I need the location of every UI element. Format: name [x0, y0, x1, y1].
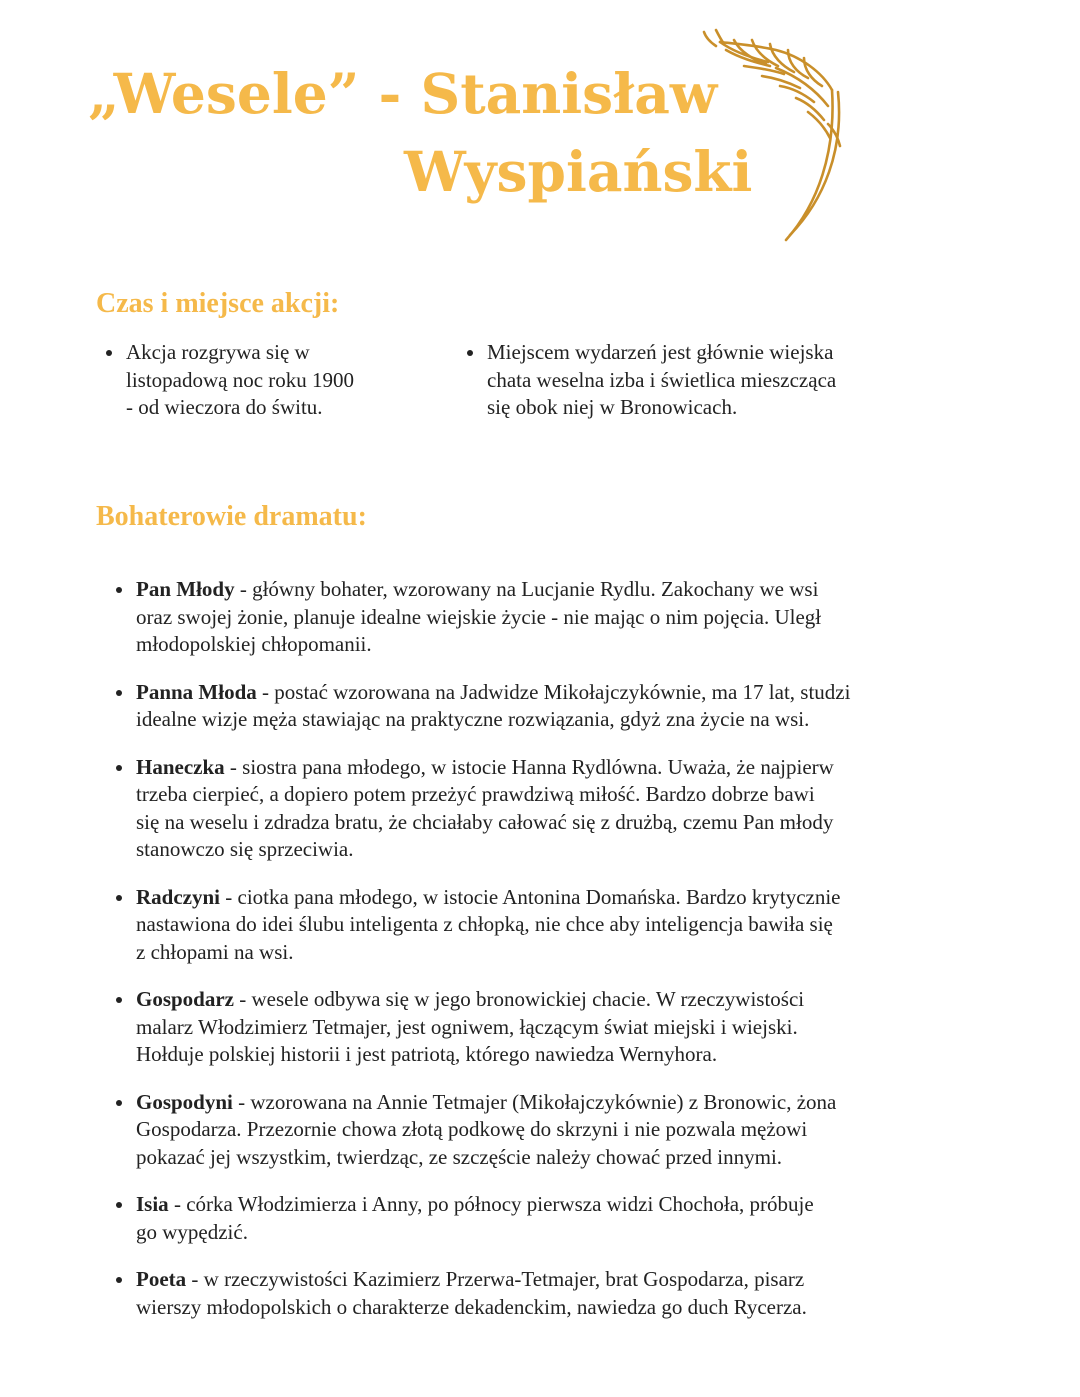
text-line — [136, 1191, 984, 1219]
character-item-pan-mlody — [114, 576, 984, 659]
character-item-gospodyni — [114, 1089, 984, 1172]
text-line: stanowczo się sprzeciwia. — [136, 837, 354, 861]
text-line: Hołduje polskiej historii i jest patriotą, którego nawiedza Wernyhora. — [136, 1042, 718, 1066]
character-name: Isia — [136, 1192, 169, 1216]
text-line: idealne wizje męża stawiając na praktyczne rozwiązania, gdyż zna życie na wsi. — [136, 707, 810, 731]
setting-time-list — [104, 339, 424, 422]
page-title-line-2: Wyspiański — [404, 139, 753, 204]
text-line: się obok niej w Bronowicach. — [487, 395, 738, 419]
text-line — [136, 576, 984, 604]
text-line — [136, 1266, 984, 1294]
separator: - — [234, 577, 253, 601]
characters-list — [114, 576, 984, 1341]
text-line: chata weselna izba i świetlica mieszcząca — [487, 367, 837, 392]
character-name: Pan Młody — [136, 577, 235, 601]
character-item-panna-mloda — [114, 679, 984, 734]
separator: - — [256, 679, 275, 704]
description-text: w rzeczywistości Kazimierz Przerwa-Tetmajer, brat Gospodarza, pisarz — [203, 1267, 805, 1291]
character-name: Radczyni — [136, 884, 220, 909]
setting-place-list — [465, 339, 925, 422]
text-line: wierszy młodopolskich o charakterze dekadenckim, nawiedza go duch Rycerza. — [136, 1294, 807, 1319]
separator: - — [220, 884, 238, 909]
character-name: Poeta — [136, 1267, 187, 1291]
text-line: z chłopami na wsi. — [136, 939, 294, 964]
characters-heading: Bohaterowie dramatu: — [96, 501, 367, 532]
character-item-isia — [114, 1191, 984, 1246]
character-name: Gospodyni — [136, 1089, 233, 1114]
text-line — [136, 679, 984, 707]
separator: - — [168, 1192, 187, 1216]
separator: - — [232, 1089, 251, 1114]
text-line: listopadową noc roku 1900 — [126, 367, 355, 392]
text-line: młodopolskiej chłopomanii. — [136, 632, 372, 656]
text-line: oraz swojej żonie, planuje idealne wiejskie życie - nie mając o nim pojęcia. Uległ — [136, 604, 822, 629]
separator: - — [224, 754, 243, 779]
character-name: Panna Młoda — [136, 679, 257, 704]
text-line: nastawiona do idei ślubu inteligenta z chłopką, nie chce aby inteligencja bawiła się — [136, 912, 833, 936]
description-text: ciotka pana młodego, w istocie Antonina Domańska. Bardzo krytycznie — [237, 884, 841, 909]
character-item-radczyni — [114, 884, 984, 967]
character-item-poeta — [114, 1266, 984, 1321]
description-text: główny bohater, wzorowany na Lucjanie Rydlu. Zakochany we wsi — [252, 577, 819, 601]
text-line: Miejscem wydarzeń jest głównie wiejska — [487, 340, 834, 364]
text-line: się na weselu i zdradza bratu, że chciałaby całować się z drużbą, czemu Pan młody — [136, 809, 834, 834]
setting-time-item — [104, 339, 424, 422]
character-name: Gospodarz — [136, 987, 235, 1011]
text-line: - od wieczora do świtu. — [126, 395, 323, 419]
text-line — [136, 986, 984, 1014]
separator: - — [186, 1267, 204, 1291]
character-item-haneczka — [114, 754, 984, 864]
description-text: siostra pana młodego, w istocie Hanna Rydlówna. Uważa, że najpierw — [242, 754, 834, 779]
character-name: Haneczka — [136, 754, 225, 779]
wheat-icon — [700, 28, 850, 243]
text-line: malarz Włodzimierz Tetmajer, jest ogniwem, łączącym świat miejski i wiejski. — [136, 1014, 798, 1039]
separator: - — [234, 987, 252, 1011]
text-line — [136, 884, 984, 912]
text-line: Gospodarza. Przezornie chowa złotą podkowę do skrzyni i nie pozwala mężowi — [136, 1117, 808, 1141]
page-title-line-1: „Wesele” - Stanisław — [88, 61, 718, 126]
text-line: trzeba cierpieć, a dopiero potem przeżyć prawdziwą miłość. Bardzo dobrze bawi — [136, 782, 815, 806]
text-line: pokazać jej wszystkim, twierdząc, ze szczęście należy chować przed innymi. — [136, 1144, 783, 1169]
text-line — [136, 1089, 984, 1117]
setting-heading: Czas i miejsce akcji: — [96, 288, 340, 319]
text-line: go wypędzić. — [136, 1219, 248, 1244]
setting-place-item — [465, 339, 925, 422]
description-text: córka Włodzimierza i Anny, po północy pierwsza widzi Chochoła, próbuje — [186, 1192, 814, 1216]
description-text: postać wzorowana na Jadwidze Mikołajczykównie, ma 17 lat, studzi — [274, 679, 851, 704]
text-line — [136, 754, 984, 782]
text-line: Akcja rozgrywa się w — [126, 340, 310, 364]
description-text: wzorowana na Annie Tetmajer (Mikołajczykównie) z Bronowic, żona — [250, 1089, 837, 1114]
description-text: wesele odbywa się w jego bronowickiej chacie. W rzeczywistości — [251, 987, 805, 1011]
character-item-gospodarz — [114, 986, 984, 1069]
